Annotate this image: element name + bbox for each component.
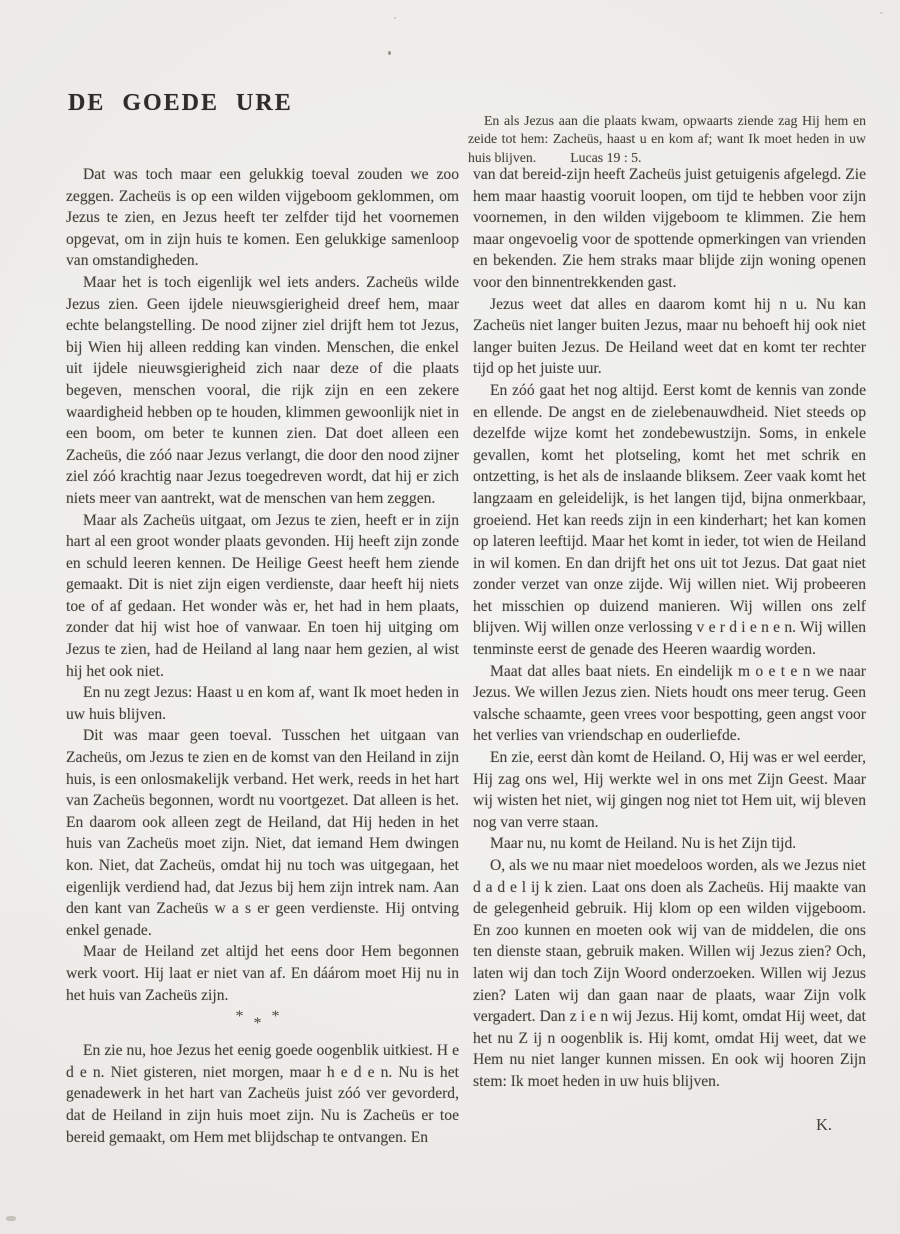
dust-speck [388, 51, 391, 55]
paragraph: Maar als Zacheüs uitgaat, om Jezus te zien, heeft er in zijn hart al een groot wonder plaats gevonden. Hij heeft zijn zonde en schuld leeren kennen. De Heilige Geest heeft hem ziende gemaakt. Dit is niet zijn eigen verdienste, daar heeft hij niets toe of af gedaan. Het wonder wàs er, het had in hem plaats, zonder dat hij wist hoe of vanwaar. En toen hij uitging om Jezus te zien, had de Heiland al lang naar hem gezien, al wist hij het ook niet. [66, 511, 459, 680]
dust-speck [394, 17, 396, 19]
left-column [66, 164, 459, 1148]
author-initial: K. [815, 1114, 832, 1134]
paragraph: Dat was toch maar een gelukkig toeval zouden we zoo zeggen. Zacheüs is op een wilden vijgeboom geklommen, om Jezus te zien, en Jezus heeft ter zelfder tijd het voornemen opgevat, om in zijn huis te komen. Een gelukkige samenloop van omstandigheden. [66, 166, 459, 270]
paragraph: En zóó gaat het nog altijd. Eerst komt de kennis van zonde en ellende. De angst en de zielebenauwdheid. Niet steeds op dezelfde wijze komt het zondebewustzijn. Soms, in enkele gevallen, komt het plotseling, komt het met schrik en ontzetting, is het als de inslaande bliksem. Zeer vaak komt het langzaam en geleidelijk, is het langen tijd, bijna onmerkbaar, groeiend. Het kan reeds zijn in een kinderhart; het kan komen op lateren leeftijd. Maar het komt in ieder, tot wien de Heiland in wil komen. En dan drijft het ons uit tot Jezus. Dat gaat niet zonder verzet van onze zijde. Wij willen niet. Wij probeeren het misschien op duizend manieren. Wij willen ons zelf blijven. Wij willen onze verlossing v e r d i e n e n. Wij willen tenminste eerst de genade des Heeren waardig worden. [473, 381, 866, 659]
asterisk: * [253, 1015, 272, 1033]
dust-speck [880, 12, 883, 14]
asterisk: * [235, 1008, 254, 1026]
epigraph-text: En als Jezus aan die plaats kwam, opwaarts ziende zag Hij hem en zeide tot hem: Zacheüs, haast u en kom af; want Ik moet heden in uw huis blijven. [468, 112, 866, 165]
paragraph-continuation: van dat bereid-zijn heeft Zacheüs juist getuigenis afgelegd. Zie hem maar haastig vooruit loopen, om tijd te hebben voor zijn voornemen, in den wilden vijgeboom te klimmen. Zie hem maar ongevoelig voor de spottende opmerkingen van vrienden en bekenden. Zie hem straks maar blijde zijn woning openen voor den binnentrekkenden gast. [473, 166, 866, 291]
paragraph: En zie nu, hoe Jezus het eenig goede oogenblik uitkiest. H e d e n. Niet gisteren, niet morgen, maar h e d e n. Nu is het genadewerk in het hart van Zacheüs juist zóó ver gevorderd, dat de Heiland in zijn huis moet zijn. Nu is Zacheüs er toe bereid gemaakt, om Hem met blijdschap te ontvangen. En [66, 1042, 459, 1146]
paragraph: Dit was maar geen toeval. Tusschen het uitgaan van Zacheüs, om Jezus te zien en de komst van den Heiland in zijn huis, is een onlosmakelijk verband. Het werk, reeds in het hart van Zacheüs begonnen, wordt nu voortgezet. Dat alleen is het. En daarom ook alleen zegt de Heiland, dat Hij heden in het huis van Zacheüs moet zijn. Niet, dat iemand Hem dwingen kon. Niet, dat Zacheüs, omdat hij nu toch was uitgegaan, het eigenlijk verdiend had, dat Jezus bij hem zijn intrek nam. Aan den kant van Zacheüs w a s er geen verdienste. Hij ontving enkel genade. [66, 727, 459, 939]
two-column-body [66, 164, 866, 1148]
asterisk: * [271, 1008, 290, 1026]
paragraph: Maat dat alles baat niets. En eindelijk m o e t e n we naar Jezus. We willen Jezus zien. Niets houdt ons meer terug. Geen valsche schaamte, geen vrees voor bespotting, geen angst voor het verlies van vriendschap en ouderliefde. [473, 662, 866, 745]
paragraph: En zie, eerst dàn komt de Heiland. O, Hij was er wel eerder, Hij zag ons wel, Hij werkte wel in ons met Zijn Geest. Maar wij wisten het niet, wij gingen nog niet tot Hem uit, wij bleven nog van verre staan. [473, 749, 866, 831]
scripture-epigraph [468, 112, 866, 167]
paragraph: Jezus weet dat alles en daarom komt hij n u. Nu kan Zacheüs niet langer buiten Jezus, maar nu behoeft hij ook niet langer buiten Jezus. De Heiland weet dat en komt ter rechter tijd op het juiste uur. [473, 295, 866, 378]
page-title: DE GOEDE URE [68, 90, 293, 117]
paragraph: O, als we nu maar niet moedeloos worden, als we Jezus niet d a d e l ij k zien. Laat ons doen als Zacheüs. Hij maakte van de gelegenheid gebruik. Hij klom op een wilden vijgeboom. En zoo kunnen en moeten ook wij van de middelen, die ons ten dienste staan, gebruik maken. Willen wij Jezus zien? Och, laten wij dan toch Zijn Woord onderzoeken. Willen wij Jezus zien? Laten wij dan gaan naar de plaats, waar Zijn volk vergadert. Dan z i e n wij Jezus. Hij komt, omdat Hij weet, dat het nu Z ij n oogenblik is. Hij komt, omdat Hij weet, dat we Hem nu niet langer kunnen missen. En ook wij hooren Zijn stem: Ik moet heden in uw huis blijven. [473, 857, 866, 1090]
epigraph-reference: Lucas 19 : 5. [570, 149, 642, 165]
paragraph: Maar de Heiland zet altijd het eens door Hem begonnen werk voort. Hij laat er niet van af. En dáárom moet Hij nu in het huis van Zacheüs zijn. [66, 943, 459, 1004]
right-column [473, 164, 866, 1148]
asterism-separator [66, 1008, 459, 1036]
paragraph: Maar het is toch eigenlijk wel iets anders. Zacheüs wilde Jezus zien. Geen ijdele nieuwsgierigheid dreef hem, maar echte belangstelling. De nood zijner ziel drijft hem tot Jezus, bij Wien hij alleen redding kan vinden. Menschen, die enkel uit ijdele nieuwsgierigheid zich naar deze of die plaats begeven, menschen vooral, die rijk zijn en een zekere waardigheid hebben op te houden, klimmen gewoonlijk niet in een boom, om beter te kunnen zien. Dat doet alleen een Zacheüs, die zóó naar Jezus verlangt, die door den nood zijner ziel zóó krachtig naar Jezus toegedreven wordt, dat hij er zich niets meer van aantrekt, wat de menschen van hem zeggen. [66, 273, 459, 507]
scan-smudge [6, 1216, 16, 1221]
paragraph: Maar nu, nu komt de Heiland. Nu is het Zijn tijd. [490, 835, 797, 853]
paragraph: En nu zegt Jezus: Haast u en kom af, want Ik moet heden in uw huis blijven. [66, 684, 459, 723]
